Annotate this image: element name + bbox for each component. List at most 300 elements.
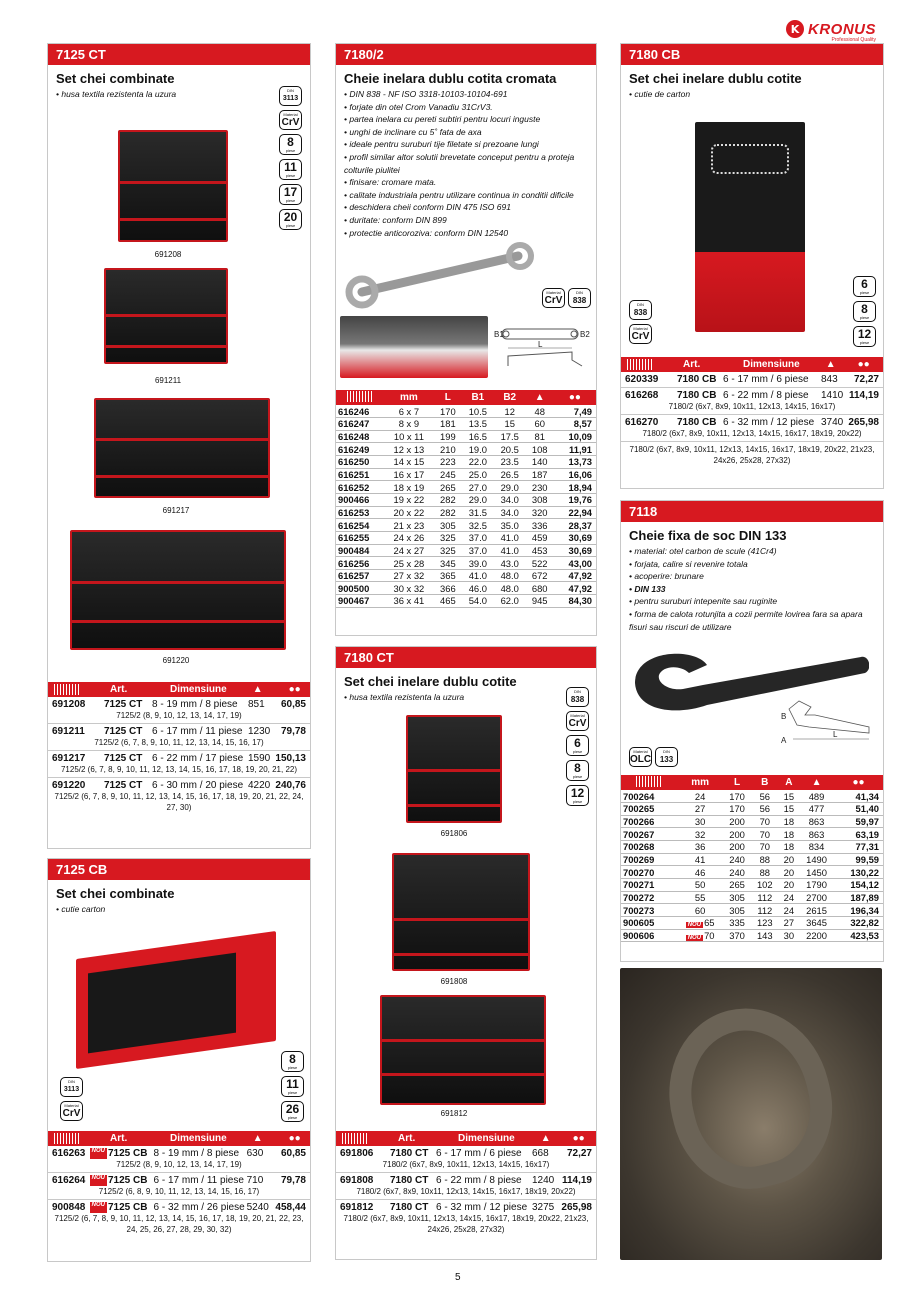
table-cell: 81 [526,430,554,443]
table-cell: 282 [434,493,462,506]
spec-badges-left [60,1077,83,1121]
table-row [336,468,596,481]
table-cell: 900500 [336,582,384,595]
bullet: • pentru suruburi intepenite sau ruginite [629,595,875,608]
table-cell: 200 [723,841,751,854]
col-art: Art. [110,684,128,695]
table-cell: 325 [434,531,462,544]
table-cell: 700264 [621,790,677,803]
dim-b1-label: B1 [494,330,504,339]
table-cell: 3645 [799,916,834,929]
product-photo [406,715,502,823]
table-cell: 47,92 [554,569,596,582]
coins-icon: ●● [288,684,301,695]
table-row: 620339 7180 CB 6 - 17 mm / 6 piese 843 72,27 [621,372,883,388]
table-cell: 30 x 32 [384,582,434,595]
material-badge: Material CrV [629,324,652,344]
table-cell: 305 [723,891,751,904]
table-cell: 20 x 22 [384,506,434,519]
table-row [621,790,883,803]
section-7180cb [620,43,884,489]
table-cell: 60 [526,418,554,431]
table-cell: 700265 [621,803,677,816]
table-cell: 14 x 15 [384,456,434,469]
table-cell: 102 [751,878,779,891]
coins-icon: ●● [554,390,596,405]
table-cell: 616246 [336,405,384,418]
bullet-list [336,88,596,239]
table-cell: 70 [751,828,779,841]
table-cell: 8,57 [554,418,596,431]
table-cell: 187,89 [834,891,883,904]
table-cell: 77,31 [834,841,883,854]
section-band: 7118 [621,501,883,522]
table-row [336,418,596,431]
table-row: 616270 7180 CB 6 - 32 mm / 12 piese 3740 265,98 7180/2 (6x7, 8x9, 10x11, 12x13, 14x15, 16x17, 18x19, 20x22) [621,415,883,442]
table-cell: 21 x 23 [384,519,434,532]
bullet-list [336,691,596,704]
table-cell: 18 [779,828,799,841]
table-row [336,569,596,582]
pieces-badge: 8 piese [566,760,589,781]
table-row: 691812 7180 CT 6 - 32 mm / 12 piese 3275 265,98 7180/2 (6x7, 8x9, 10x11, 12x13, 14x15, 16x17, 18x19, 20x22, 21x23, 24x26, 25x28, 27x32) [340,1202,592,1234]
photo-caption: 691806 [440,829,468,838]
table-cell: 12 x 13 [384,443,434,456]
table-row [621,891,883,904]
col-art: Art. [683,359,701,370]
table-cell: 48.0 [494,582,526,595]
table-cell: 465 [434,595,462,608]
table-cell: 24 x 26 [384,531,434,544]
usage-photo [620,968,882,1260]
table-cell: 19,76 [554,493,596,506]
table-cell: NOU 70 [677,929,723,942]
table-cell: 187 [526,468,554,481]
table-cell: 616255 [336,531,384,544]
table-cell: 24 [779,904,799,917]
table-header: mm L B1 B2 ▲ ●● [336,390,596,405]
bullet-list [621,545,883,633]
table-header [48,1131,310,1146]
table-cell: 7,49 [554,405,596,418]
table-cell: 2700 [799,891,834,904]
spec-table [336,390,596,608]
bullet: • cutie carton [56,903,302,916]
table-cell: 55 [677,891,723,904]
section-title: Set chei combinate [56,886,175,901]
dim-l-label: L [538,340,543,349]
bullet: • DIN 838 - NF ISO 3318-10103-10104-691 [344,88,588,101]
pieces-badge: 8 piese [853,301,876,322]
table-cell: 63,19 [834,828,883,841]
product-photo [392,853,530,971]
product-photo [76,931,276,1069]
bullet: • husa textila rezistenta la uzura [344,691,588,704]
table-cell: 6 x 7 [384,405,434,418]
barcode-icon [54,1133,80,1144]
table-cell: 24 [677,790,723,803]
table-cell: 325 [434,544,462,557]
table-cell: 170 [723,790,751,803]
bullet: • cutie de carton [629,88,875,101]
table-cell: 50 [677,878,723,891]
coins-icon: ●● [572,1133,585,1144]
brand-tagline: Professional Quality [831,37,876,43]
table-cell: 223 [434,456,462,469]
table-row [336,531,596,544]
table-row: 691808 7180 CT 6 - 22 mm / 8 piese 1240 114,19 7180/2 (6x7, 8x9, 10x11, 12x13, 14x15, 16x17, 18x19, 20x22) [336,1173,596,1200]
table-row: 691806 7180 CT 6 - 17 mm / 6 piese 668 72,27 7180/2 (6x7, 8x9, 10x11, 12x13, 14x15, 16x17) [336,1146,596,1173]
pieces-badge: 17 piese [279,184,302,205]
table-row [336,456,596,469]
table-cell: 30,69 [554,531,596,544]
table-row [621,866,883,879]
table-cell: 900467 [336,595,384,608]
table-cell: 616248 [336,430,384,443]
dim-a-label: A [781,736,787,745]
table-cell: 18 [779,841,799,854]
table-row [621,815,883,828]
coins-icon: ●● [857,359,870,370]
table-cell: 41.0 [494,531,526,544]
table-row: 691208 7125 CT 8 - 19 mm / 8 piese 851 60,85 7125/2 (8, 9, 10, 12, 13, 14, 17, 19) [48,697,310,724]
table-cell: 200 [723,815,751,828]
spec-badges [629,747,678,767]
table-cell: 210 [434,443,462,456]
table-cell: 700266 [621,815,677,828]
table-cell: 18,94 [554,481,596,494]
col-dimensiune: Dimensiune [743,359,800,370]
table-cell: 423,53 [834,929,883,942]
table-cell: 36 x 41 [384,595,434,608]
table-cell: 30 [779,929,799,942]
section-band: 7125 CT [48,44,310,65]
table-cell: 130,22 [834,866,883,879]
col-dimensiune: Dimensiune [170,684,227,695]
table-cell: 15 [494,418,526,431]
section-band: 7180 CB [621,44,883,65]
new-badge: NOU [90,1175,107,1186]
table-cell: 700271 [621,878,677,891]
spec-badges-right [281,1051,304,1122]
table-cell: 43.0 [494,557,526,570]
table-cell: 154,12 [834,878,883,891]
table-cell: 108 [526,443,554,456]
table-cell: 700268 [621,841,677,854]
table-cell: 46.0 [462,582,494,595]
table-header [336,1131,596,1146]
table-cell: 345 [434,557,462,570]
table-cell: 123 [751,916,779,929]
table-cell: 70 [751,841,779,854]
table-cell: 672 [526,569,554,582]
table-row-detail: 7180/2 (6x7, 8x9, 10x11, 12x13, 14x15, 16x17, 18x19, 20x22, 21x23, 24x26, 25x28, 27x32) [629,445,875,465]
table-row [336,582,596,595]
table-row [336,544,596,557]
pieces-badge: 20 piese [279,209,302,230]
col-dimensiune: Dimensiune [170,1133,227,1144]
table-cell: 22,94 [554,506,596,519]
spec-table [621,775,883,942]
table-cell: 29.0 [462,493,494,506]
application-photo [340,316,488,378]
photo-caption: 691208 [154,250,182,259]
table-cell: 15 [779,803,799,816]
table-cell: 22.0 [462,456,494,469]
table-cell: 700270 [621,866,677,879]
bullet: • acoperire: brunare [629,570,875,583]
table-cell: 88 [751,866,779,879]
table-cell: 17.5 [494,430,526,443]
table-cell: 900466 [336,493,384,506]
table-cell: 32 [677,828,723,841]
table-row [336,519,596,532]
din-badge: DIN 838 [568,288,591,308]
barcode-icon [347,391,373,402]
table-row: 616264 NOU 7125 CB 6 - 17 mm / 11 piese 710 79,78 7125/2 (6, 8, 9, 10, 11, 12, 13, 14, 15, 16, 17) [48,1173,310,1200]
table-cell: 200 [723,828,751,841]
barcode-icon [342,1133,368,1144]
dimension-diagram [492,326,596,380]
table-cell: 616257 [336,569,384,582]
table-cell: 700272 [621,891,677,904]
table-cell: 170 [723,803,751,816]
table-cell: 453 [526,544,554,557]
bullet: • forjata, calire si revenire totala [629,558,875,571]
pieces-badge: 8 piese [281,1051,304,1072]
table-cell: 10.5 [462,405,494,418]
table-cell: 245 [434,468,462,481]
material-badge: Material CrV [542,288,565,308]
table-cell: 41 [677,853,723,866]
table-cell: 140 [526,456,554,469]
dim-l-label: L [833,730,838,739]
new-badge: NOU [90,1148,107,1159]
photo-caption: 691808 [440,977,468,986]
table-cell: 2615 [799,904,834,917]
table-row [336,430,596,443]
table-row [336,595,596,608]
table-cell: 616252 [336,481,384,494]
page-number: 5 [455,1272,461,1283]
photo-caption: 691220 [162,656,190,665]
table-row [621,803,883,816]
weight-icon: ▲ [252,684,263,695]
spec-badges-right [853,276,876,347]
table-cell: 900606 [621,929,677,942]
din-badge: DIN 3113 [279,86,302,106]
table-cell: 8 x 9 [384,418,434,431]
material-badge: Material CrV [279,110,302,130]
table-cell: 30 [677,815,723,828]
section-title: Set chei inelare dublu cotite [629,71,802,86]
table-row: 616268 7180 CB 6 - 22 mm / 8 piese 1410 114,19 7180/2 (6x7, 8x9, 10x11, 12x13, 14x15, 16x17) [621,388,883,415]
new-badge: NOU [90,1202,107,1213]
din-badge: DIN 3113 [60,1077,83,1097]
table-cell: 48.0 [494,569,526,582]
material-badge: Material CrV [60,1101,83,1121]
table-cell: 59,97 [834,815,883,828]
table-cell: 20 [779,866,799,879]
table-cell: 477 [799,803,834,816]
pieces-badge: 8 piese [279,134,302,155]
table-cell: 616254 [336,519,384,532]
din-badge: DIN 133 [655,747,678,767]
photo-caption: 691211 [154,376,182,385]
table-cell: 370 [723,929,751,942]
section-title: Set chei inelare dublu cotite [344,674,517,689]
pieces-badge: 6 piese [566,735,589,756]
table-header [48,682,310,697]
section-band: 7125 CB [48,859,310,880]
table-cell: 28,37 [554,519,596,532]
table-cell: 863 [799,828,834,841]
bullet: • forma de calota rotunjita a cozii permite lovirea fara sa apara fisuri sau riscuri de utilizare [629,608,875,633]
bullet: • finisare: cromare mata. [344,176,588,189]
table-cell: 700269 [621,853,677,866]
photo-caption: 691217 [162,506,190,515]
table-cell: 37.0 [462,544,494,557]
table-cell: 23.5 [494,456,526,469]
table-cell: 70 [751,815,779,828]
table-cell: 25 x 28 [384,557,434,570]
table-cell: 16.5 [462,430,494,443]
table-cell: 308 [526,493,554,506]
product-photo [94,398,270,498]
table-cell: 170 [434,405,462,418]
table-cell: 34.0 [494,506,526,519]
pieces-badge: 26 piese [281,1101,304,1122]
section-band: 7180/2 [336,44,596,65]
product-photo [104,268,228,364]
material-badge: Material OLC [630,749,652,765]
table-row: 900848 NOU 7125 CB 6 - 32 mm / 26 piese 5240 458,44 7125/2 (6, 7, 8, 9, 10, 11, 12, 13, 14, 15, 16, 17, 18, 19, 20, 21, 22, 23, 24, 25, 26, 27, 28, 29, 30, 32) [52,1202,306,1234]
barcode-icon [627,359,653,370]
coins-icon: ●● [834,775,883,790]
bullet: • profil similar altor solutii brevetate conceput pentru a proteja colturile piulitei [344,151,588,176]
table-cell: 27.0 [462,481,494,494]
table-cell: 834 [799,841,834,854]
table-cell: 305 [434,519,462,532]
table-row: 616263 NOU 7125 CB 8 - 19 mm / 8 piese 630 60,85 7125/2 (8, 9, 10, 12, 13, 14, 17, 19) [48,1146,310,1173]
table-cell: 31.5 [462,506,494,519]
col-dimensiune: Dimensiune [458,1133,515,1144]
table-row [621,828,883,841]
bullet: • husa textila rezistenta la uzura [56,88,302,101]
table-row [621,878,883,891]
table-cell: 12 [494,405,526,418]
table-cell: 680 [526,582,554,595]
bullet-list [48,88,310,101]
table-row: 691220 7125 CT 6 - 30 mm / 20 piese 4220 240,76 7125/2 (6, 7, 8, 9, 10, 11, 12, 13, 14, 15, 16, 17, 18, 19, 20, 21, 22, 24, 27, 30) [52,780,306,812]
spec-badges [542,288,591,308]
table-cell: 143 [751,929,779,942]
table-row [336,481,596,494]
product-photo [380,995,546,1105]
table-cell: 900484 [336,544,384,557]
section-7125ct [47,43,311,849]
barcode-icon [54,684,80,695]
table-cell: NOU 65 [677,916,723,929]
bullet: • protectie anticoroziva: conform DIN 12540 [344,227,588,240]
table-cell: 41,34 [834,790,883,803]
table-row: 691211 7125 CT 6 - 17 mm / 11 piese 1230 79,78 7125/2 (6, 7, 8, 9, 10, 11, 12, 13, 14, 15, 16, 17) [48,724,310,751]
section-7180-2 [335,43,597,636]
product-photo [695,122,805,332]
table-cell: 265 [434,481,462,494]
table-cell: 459 [526,531,554,544]
table-header: mm L B A ▲ ●● [621,775,883,790]
weight-icon: ▲ [540,1133,551,1144]
table-cell: 24 x 27 [384,544,434,557]
table-cell: 2200 [799,929,834,942]
table-cell: 88 [751,853,779,866]
table-cell: 99,59 [834,853,883,866]
table-cell: 20 [779,878,799,891]
table-cell: 27 x 32 [384,569,434,582]
table-cell: 945 [526,595,554,608]
table-row [336,405,596,418]
table-cell: 322,82 [834,916,883,929]
section-7125cb [47,858,311,1262]
brand-logo [786,20,876,43]
table-cell: 1790 [799,878,834,891]
table-cell: 13.5 [462,418,494,431]
table-cell: 20.5 [494,443,526,456]
table-cell: 24 [779,891,799,904]
table-cell: 616253 [336,506,384,519]
table-cell: 265 [723,878,751,891]
col-art: Art. [398,1133,416,1144]
table-row [336,443,596,456]
section-7180ct [335,646,597,1260]
bullet-list [621,88,883,101]
spec-badges [279,86,302,230]
table-row [336,506,596,519]
table-cell: 1490 [799,853,834,866]
table-cell: 181 [434,418,462,431]
table-cell: 230 [526,481,554,494]
table-row [621,904,883,917]
pieces-badge: 6 piese [853,276,876,297]
table-cell: 29.0 [494,481,526,494]
bullet: • material: otel carbon de scule (41Cr4) [629,545,875,558]
bullet: • ideale pentru suruburi tije filetate si prezoane lungi [344,138,588,151]
table-cell: 26.5 [494,468,526,481]
product-photo [118,130,228,242]
table-cell: 700267 [621,828,677,841]
table-row [621,853,883,866]
table-cell: 60 [677,904,723,917]
table-cell: 19.0 [462,443,494,456]
table-cell: 616251 [336,468,384,481]
table-cell: 39.0 [462,557,494,570]
table-header [621,357,883,372]
table-cell: 41.0 [494,544,526,557]
section-title: Cheie inelara dublu cotita cromata [344,71,557,86]
table-cell: 10 x 11 [384,430,434,443]
table-cell: 20 [779,853,799,866]
material-badge: Material CrV [566,711,589,731]
table-cell: 27 [677,803,723,816]
offset-ring-wrench-illustration [340,240,540,310]
table-cell: 30,69 [554,544,596,557]
table-cell: 489 [799,790,834,803]
spec-badges-left [629,300,652,344]
table-row: 691217 7125 CT 6 - 22 mm / 17 piese 1590 150,13 7125/2 (6, 7, 8, 9, 10, 11, 12, 13, 14, 15, 16, 17, 18, 19, 20, 21, 22) [48,751,310,778]
table-row [621,916,883,929]
photo-caption: 691812 [440,1109,468,1118]
